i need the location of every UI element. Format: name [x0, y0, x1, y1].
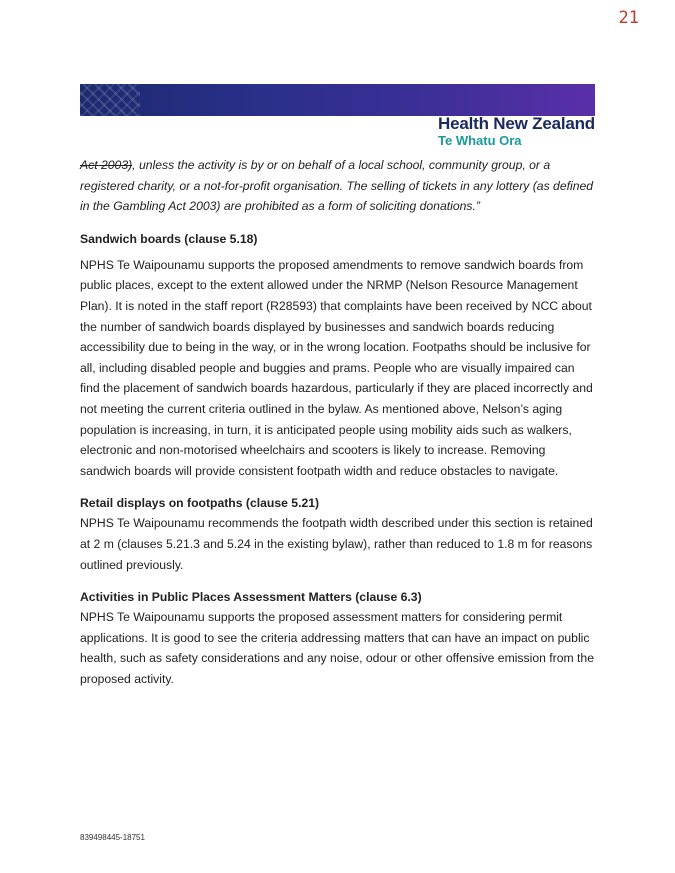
document-body: [80, 155, 595, 701]
section-body: NPHS Te Waipounamu supports the proposed assessment matters for considering permit applications. It is good to see the criteria addressing matters that can have an impact on public health, such as safety considerations and any noise, odour or other offensive emission from the proposed activity.: [80, 610, 594, 686]
struck-text: Act 2003): [80, 158, 133, 172]
section-body: NPHS Te Waipounamu recommends the footpath width described under this section is retained at 2 m (clauses 5.21.3 and 5.24 in the existing bylaw), rather than reduced to 1.8 m for reasons outlined previously.: [80, 516, 593, 572]
page-number: 21: [618, 8, 639, 28]
banner-pattern: [80, 84, 140, 116]
header-banner: [80, 84, 595, 116]
health-nz-logo: [438, 115, 595, 147]
section-retail-displays: [80, 493, 595, 575]
section-heading: Sandwich boards (clause 5.18): [80, 231, 258, 246]
section-body: NPHS Te Waipounamu supports the proposed amendments to remove sandwich boards from public places, except to the extent allowed under the NRMP (Nelson Resource Management Plan). It is noted in the staff report (R28593) that complaints have been received by NCC about the number of sandwich boards displayed by businesses and sandwich boards reducing accessibility due to being in the way, or in the wrong location. Footpaths should be inclusive for all, including disabled people and buggies and prams. People who are visually impaired can find the placement of sandwich boards hazardous, particularly if they are placed incorrectly and not meeting the current criteria outlined in the bylaw. As mentioned above, Nelson’s aging population is increasing, in turn, it is anticipated people using mobility aids such as walkers, electronic and non-motorised wheelchairs and scooters is likely to increase. Removing sandwich boards will provide consistent footpath width and reduce obstacles to navigate.: [80, 257, 593, 478]
logo-sub-text: Te Whatu Ora: [438, 133, 522, 148]
document-reference: 839498445-18751: [80, 833, 145, 842]
section-heading: Retail displays on footpaths (clause 5.21): [80, 496, 320, 511]
intro-paragraph: [80, 155, 595, 217]
section-assessment-matters: [80, 587, 595, 689]
section-heading: Activities in Public Places Assessment Matters (clause 6.3): [80, 590, 422, 605]
logo-main-text: Health New Zealand: [438, 114, 595, 133]
intro-text: , unless the activity is by or on behalf of a local school, community group, or a registered charity, or a not-for-profit organisation. The selling of tickets in any lottery (as defined in the Gambling Act 2003) are prohibited as a form of soliciting donations.”: [80, 158, 594, 214]
section-sandwich-boards: [80, 229, 595, 482]
